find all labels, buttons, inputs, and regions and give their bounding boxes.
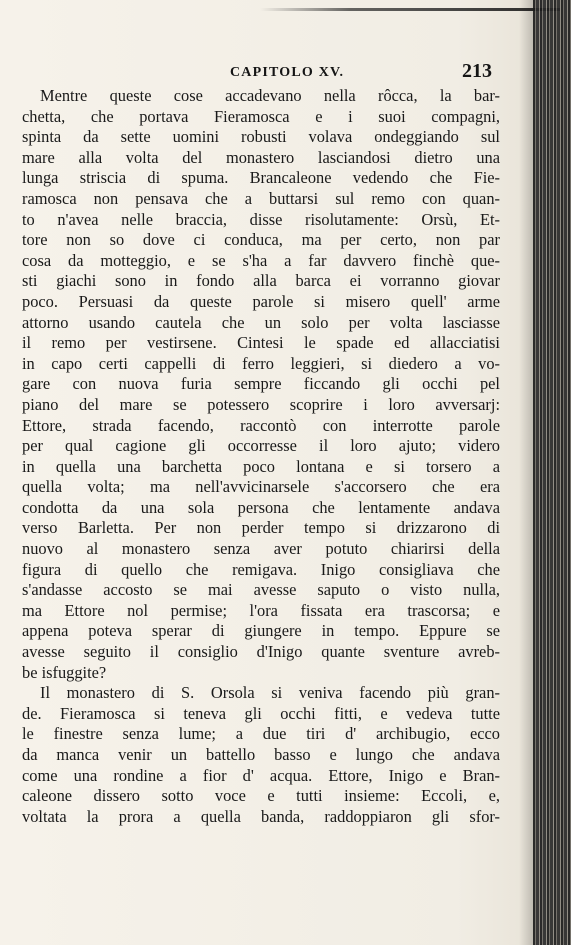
text-line: to n'avea nelle braccia, disse risolutamente: Orsù, Et- [22,209,500,229]
text-line: attorno usando cautela che un solo per volta lasciasse [22,312,500,332]
text-line: cosa da motteggio, e se s'ha a far davvero finchè que- [22,250,500,270]
text-line: s'andasse accosto se mai avesse saputo o visto nulla, [22,580,500,600]
text-line: Ettore, strada facendo, raccontò con interrotte parole [22,415,500,435]
top-rule [260,8,560,11]
text-line: verso Barletta. Per non perder tempo si drizzarono di [22,518,500,538]
page-header [30,62,490,86]
text-line: lunga striscia di spuma. Brancaleone vedendo che Fie- [22,168,500,188]
text-line: il remo per vestirsene. Cintesi le spade ed allacciatisi [22,333,500,353]
page-number: 213 [462,60,492,82]
text-line: da manca venir un battello basso e lungo che andava [22,745,500,764]
text-line: de. Fieramosca si teneva gli occhi fitti, e vedeva tutte [22,703,500,723]
gutter-shadow [519,0,533,945]
text-line: sti giachi sono in fondo alla barca ei vorranno giovar [22,271,500,291]
text-line: quella volta; ma nell'avvicinarsele s'accorsero che era [22,477,500,497]
text-line: Mentre queste cose accadevano nella rôcca, la bar- [40,86,500,105]
text-line: in capo certi cappelli di ferro leggieri, si diedero a vo- [22,353,500,373]
text-line: avesse seguito il consiglio d'Inigo quante sventure avreb- [22,642,500,662]
text-line: caleone dissero sotto voce e tutti insieme: Eccoli, e, [22,786,500,806]
text-line: mare alla volta del monastero lasciandosi dietro una [22,147,500,167]
text-line: ramosca non pensava che a buttarsi sul remo con quan- [22,188,500,208]
running-head: CAPITOLO XV. [230,65,345,80]
text-line: nuovo al monastero senza aver potuto chiarirsi della [22,539,500,559]
text-line: per qual cagione gli occorresse il loro ajuto; videro [22,436,500,456]
text-line: figura di quello che remigava. Inigo consigliava che [22,559,500,579]
text-line: in quella una barchetta poco lontana e si torsero a [22,456,500,476]
text-line: poco. Persuasi da queste parole si misero quell' arme [22,291,500,311]
text-line: come una rondine a fior d' acqua. Ettore, Inigo e Bran- [22,765,500,785]
text-line: voltata la prora a quella banda, raddoppiaron gli sfor- [22,806,500,826]
text-line: condotta da una sola persona che lentamente andava [22,497,500,517]
text-line: gare con nuova furia sempre ficcando gli occhi pel [22,374,500,394]
text-line: ma Ettore nol permise; l'ora fissata era trascorsa; e [22,600,500,620]
text-line: appena poteva sperar di giungere in tempo. Eppure se [22,621,500,641]
book-spine-edge [533,0,571,945]
text-line: be isfuggite? [22,662,107,682]
text-line: tore non so dove ci conduca, ma per certo, non par [22,230,500,250]
text-line: piano del mare se potessero scoprire i loro avversarj: [22,394,500,414]
text-line: chetta, che portava Fieramosca e i suoi compagni, [22,106,500,126]
text-line: Il monastero di S. Orsola si veniva facendo più gran- [40,683,500,703]
body-text [22,86,500,827]
text-line: le finestre senza lume; a due tiri d' archibugio, ecco [22,724,500,744]
text-line: spinta da sette uomini robusti volava ondeggiando sul [22,127,500,147]
